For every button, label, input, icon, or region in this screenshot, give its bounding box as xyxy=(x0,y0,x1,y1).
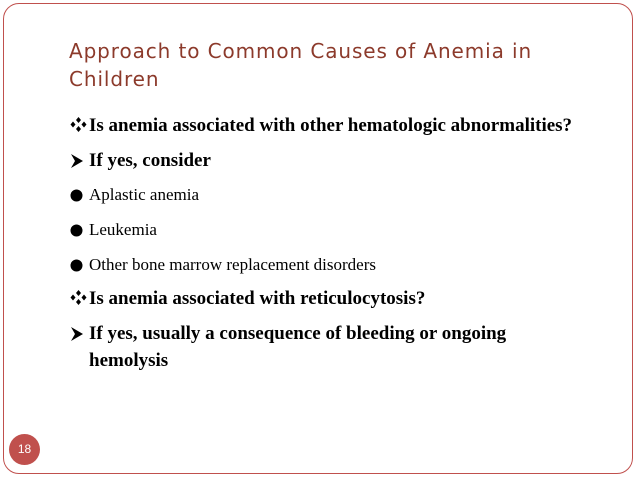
bullet-item xyxy=(70,252,590,277)
bullet-item xyxy=(70,285,590,312)
arrow-right-icon xyxy=(70,320,89,341)
page-number-badge: 18 xyxy=(9,434,40,465)
slide-title: Approach to Common Causes of Anemia in Children xyxy=(69,39,533,91)
bullet-text: Is anemia associated with other hematologic abnormalities? xyxy=(89,115,573,136)
bullet-item xyxy=(70,147,590,174)
bullet-item xyxy=(70,182,590,207)
bullet-list xyxy=(70,112,590,374)
filled-circle-icon xyxy=(70,217,89,237)
bullet-item xyxy=(70,112,590,139)
bullet-text: Is anemia associated with reticulocytosis? xyxy=(89,288,426,309)
bullet-text: Other bone marrow replacement disorders xyxy=(89,255,376,274)
diamond-cluster-icon xyxy=(70,285,89,305)
bullet-item xyxy=(70,217,590,242)
bullet-item xyxy=(70,320,590,374)
bullet-text: If yes, usually a consequence of bleeding or ongoing hemolysis xyxy=(89,323,507,371)
filled-circle-icon xyxy=(70,252,89,272)
bullet-text: Aplastic anemia xyxy=(89,185,199,204)
arrow-right-icon xyxy=(70,147,89,168)
filled-circle-icon xyxy=(70,182,89,202)
bullet-text: Leukemia xyxy=(89,220,157,239)
diamond-cluster-icon xyxy=(70,112,89,132)
bullet-text: If yes, consider xyxy=(89,150,211,171)
